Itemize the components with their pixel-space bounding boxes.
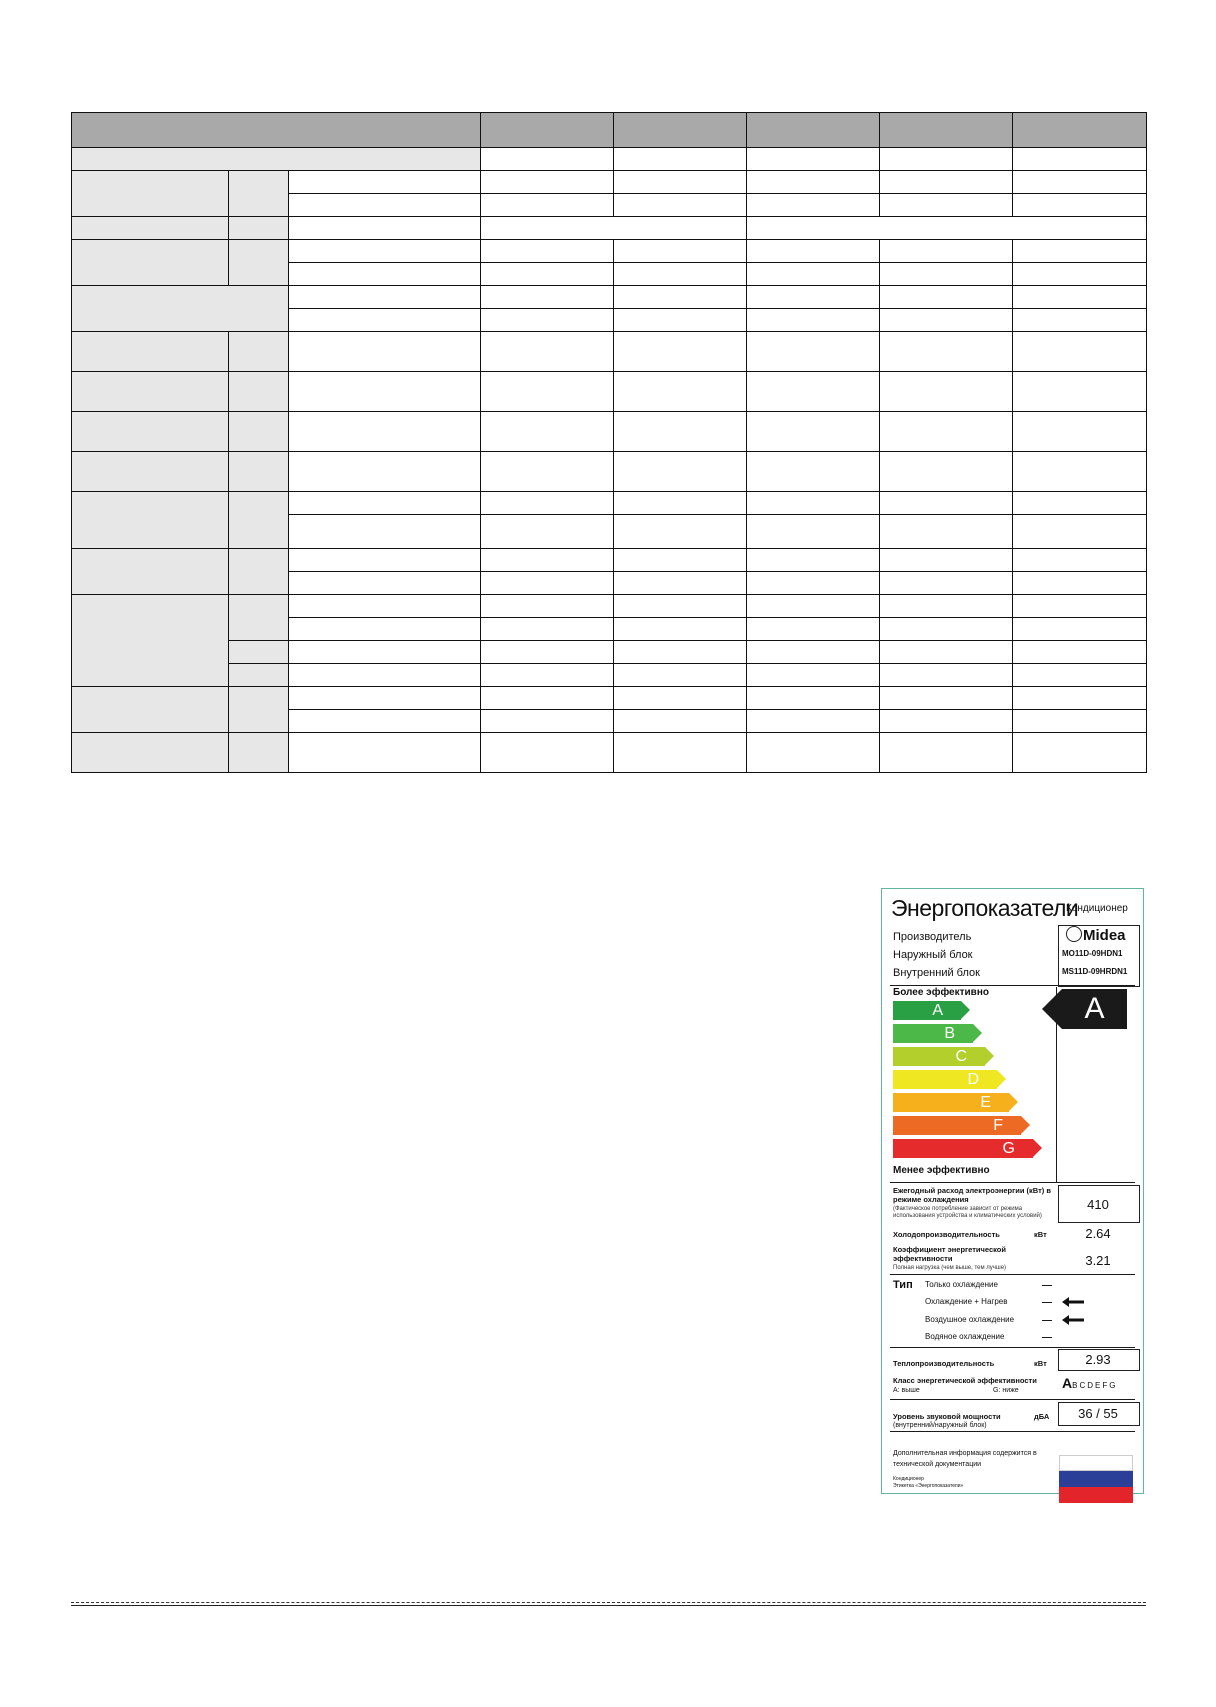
cooling-capacity-label: Холодопроизводительность	[893, 1230, 1000, 1239]
russia-flag	[1059, 1455, 1133, 1503]
less-efficient-text: Менее эффективно	[893, 1165, 990, 1176]
table-row	[72, 372, 1147, 412]
outdoor-model: MO11D-09HDN1	[1062, 949, 1123, 958]
spec-table	[71, 112, 1146, 773]
table-row	[72, 412, 1147, 452]
table-row	[72, 148, 1147, 171]
footer-line-1: Кондиционер	[893, 1476, 924, 1482]
midea-logo-icon	[1066, 926, 1082, 942]
table-row	[72, 286, 1147, 309]
heating-class-low: G: ниже	[993, 1387, 1019, 1394]
heating-capacity-value: 2.93	[1085, 1352, 1111, 1367]
table-row	[72, 664, 1147, 687]
type-label: Тип	[893, 1279, 913, 1291]
energy-bar-c: C	[893, 1047, 985, 1066]
indoor-model: MS11D-09HRDN1	[1062, 967, 1128, 976]
table-row	[72, 240, 1147, 263]
rating-badge: A	[1062, 989, 1127, 1029]
table-row	[72, 595, 1147, 618]
energy-bar-f: F	[893, 1116, 1021, 1135]
product-type: Кондиционер	[1066, 903, 1128, 914]
annual-consumption-note: (Фактическое потребление зависит от режима использования устройства и климатических условий)	[893, 1206, 1042, 1219]
table-row	[72, 217, 1147, 240]
header-cell	[614, 113, 747, 148]
heating-class-value: ABCDEFG	[1062, 1375, 1118, 1391]
header-cell	[880, 113, 1013, 148]
arrow-left-icon	[1062, 1315, 1084, 1325]
manufacturer-label: Производитель	[893, 931, 972, 943]
indoor-unit-label: Внутренний блок	[893, 967, 980, 979]
cooling-capacity-value: 2.64	[1085, 1226, 1111, 1241]
noise-label: Уровень звуковой мощности	[893, 1412, 1001, 1421]
heating-class-label: Класс энергетической эффективности	[893, 1376, 1037, 1385]
efficiency-label: Коэффициент энергетической эффективности	[893, 1245, 1006, 1263]
energy-bar-b: B	[893, 1024, 973, 1043]
noise-sub: (внутренний/наружный блок)	[893, 1422, 987, 1429]
footer-rule	[71, 1602, 1146, 1608]
table-row	[72, 492, 1147, 515]
heating-capacity-unit: кВт	[1034, 1359, 1047, 1368]
table-row	[72, 171, 1147, 194]
table-row	[72, 641, 1147, 664]
annual-consumption-label: Ежегодный расход электроэнергии (кВт) в режиме охлаждения	[893, 1186, 1051, 1204]
noise-value: 36 / 55	[1078, 1406, 1118, 1421]
outdoor-unit-label: Наружный блок	[893, 949, 973, 961]
energy-bar-a: A	[893, 1001, 961, 1020]
cooling-capacity-unit: кВт	[1034, 1230, 1047, 1239]
footer-line-2: Этикетка «Энергопоказатели»	[893, 1483, 964, 1489]
type-option-water-cooling: Водяное охлаждение	[925, 1332, 1005, 1341]
label-title: Энергопоказатели	[891, 895, 1079, 921]
type-option-air-cooling: Воздушное охлаждение	[925, 1315, 1015, 1324]
energy-bar-e: E	[893, 1093, 1009, 1112]
table-row	[72, 332, 1147, 372]
efficiency-value: 3.21	[1085, 1253, 1111, 1268]
arrow-left-icon	[1062, 1297, 1084, 1307]
table-row	[72, 687, 1147, 710]
additional-info: Дополнительная информация содержится в технической документации	[893, 1450, 1037, 1468]
table-row	[72, 733, 1147, 773]
noise-unit: дБА	[1034, 1412, 1050, 1421]
header-cell	[72, 113, 481, 148]
brand-logo: Midea	[1066, 926, 1126, 944]
header-cell	[481, 113, 614, 148]
header-cell	[1013, 113, 1147, 148]
heating-class-high: A: выше	[893, 1387, 920, 1394]
table-header-row	[72, 113, 1147, 148]
energy-bar-g: G	[893, 1139, 1033, 1158]
more-efficient-text: Более эффективно	[893, 987, 989, 998]
annual-consumption-value: 410	[1087, 1197, 1109, 1212]
type-option-cooling-only: Только охлаждение	[925, 1280, 998, 1289]
energy-bar-d: D	[893, 1070, 997, 1089]
energy-label	[881, 888, 1144, 1494]
table-row	[72, 549, 1147, 572]
header-cell	[747, 113, 880, 148]
table-row	[72, 452, 1147, 492]
efficiency-note: Полная нагрузка (чем выше, тем лучше)	[893, 1265, 1007, 1271]
heating-capacity-label: Теплопроизводительность	[893, 1359, 995, 1368]
type-option-cooling-heating: Охлаждение + Нагрев	[925, 1297, 1008, 1306]
